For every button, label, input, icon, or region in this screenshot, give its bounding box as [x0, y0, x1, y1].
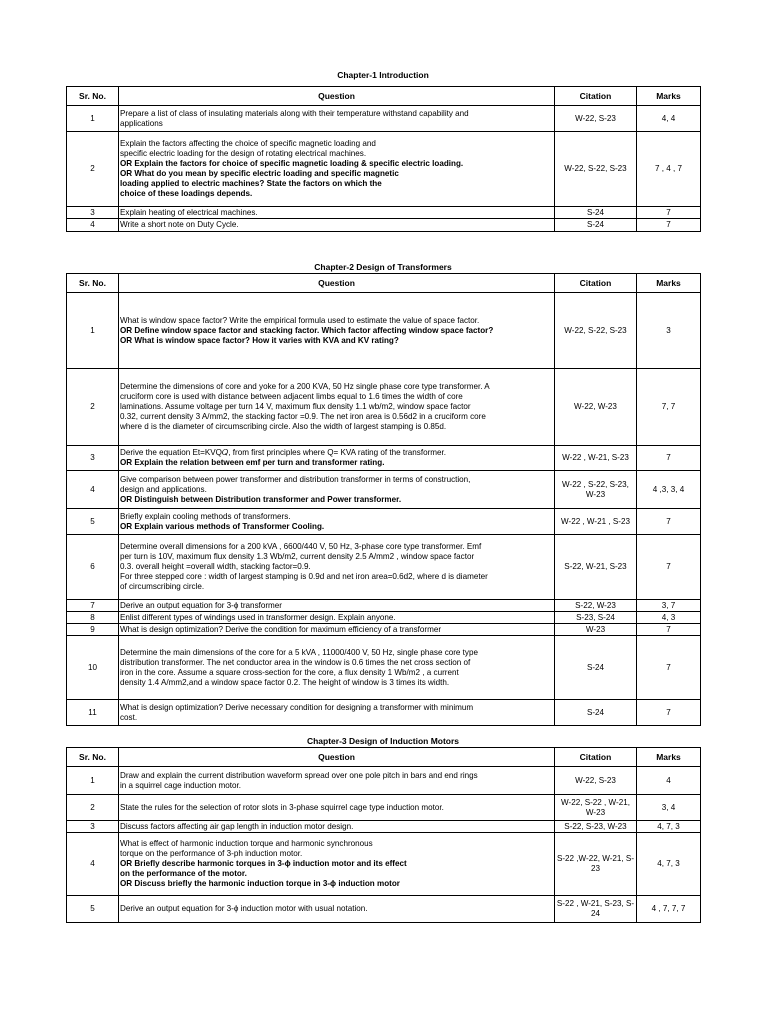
- citation-cell: W-22, W-23: [555, 369, 637, 446]
- question-line: choice of these loadings depends.: [120, 189, 253, 198]
- question-line: specific electric loading for the design of rotating electrical machines.: [120, 149, 367, 158]
- question-cell: [119, 896, 555, 923]
- sr-no-cell: 11: [67, 700, 119, 726]
- marks-cell: 3, 4: [637, 795, 701, 821]
- header-citation: Citation: [555, 87, 637, 106]
- header-citation: Citation: [555, 274, 637, 293]
- marks-cell: 7: [637, 446, 701, 471]
- marks-cell: 7: [637, 700, 701, 726]
- question-line: What is design optimization? Derive the condition for maximum efficiency of a transformer: [120, 624, 442, 634]
- question-line: What is window space factor? Write the empirical formula used to estimate the value of space factor.: [120, 315, 480, 325]
- sr-no-cell: 5: [67, 509, 119, 535]
- chapter-title: Chapter-1 Introduction: [337, 70, 429, 80]
- question-cell: [119, 767, 555, 795]
- question-line: Discuss factors affecting air gap length in induction motor design.: [120, 821, 354, 831]
- table-row: [67, 446, 701, 471]
- question-line: Determine the dimensions of core and yoke for a 200 KVA, 50 Hz single phase core type transformer. A: [120, 382, 490, 391]
- citation-cell: W-22, S-23: [555, 106, 637, 132]
- table-header-row: [67, 748, 701, 767]
- questions-table-chapter-2: [66, 273, 701, 726]
- marks-cell: 3, 7: [637, 600, 701, 612]
- question-line: What is design optimization? Derive necessary condition for designing a transformer with minimum: [120, 702, 474, 712]
- question-line: OR Explain the factors for choice of specific magnetic loading & specific electric loading.: [120, 159, 464, 168]
- table-row: [67, 471, 701, 509]
- question-line: per turn is 10V, maximum flux density 1.3 Wb/m2, current density 2.5 A/mm2 , window space factor: [120, 552, 475, 561]
- table-row: [67, 600, 701, 612]
- marks-cell: 7 , 4 , 7: [637, 132, 701, 207]
- question-cell: [119, 106, 555, 132]
- table-row: [67, 624, 701, 636]
- table-row: [67, 767, 701, 795]
- question-line: For three stepped core : width of largest stamping is 0.9d and net iron area=0.6d2, where d is diameter: [120, 572, 488, 581]
- header-citation: Citation: [555, 748, 637, 767]
- question-line: distribution transformer. The net conductor area in the window is 0.6 times the net cross section of: [120, 657, 471, 667]
- table-row: [67, 219, 701, 232]
- question-cell: [119, 833, 555, 896]
- question-line: OR Discuss briefly the harmonic induction torque in 3-ϕ induction motor: [120, 879, 400, 888]
- question-cell: [119, 600, 555, 612]
- sr-no-cell: 10: [67, 636, 119, 700]
- header-sr-no: Sr. No.: [67, 274, 119, 293]
- question-line: Derive the equation Et=KVQ𝑄, from first principles where Q= KVA rating of the transformer.: [120, 448, 447, 457]
- question-line: cost.: [120, 712, 138, 722]
- question-line: Explain heating of electrical machines.: [120, 207, 258, 217]
- sr-no-cell: 4: [67, 833, 119, 896]
- question-line: design and applications.: [120, 484, 207, 494]
- marks-cell: 4 ,3, 3, 4: [637, 471, 701, 509]
- question-line: OR Explain various methods of Transformer Cooling.: [120, 521, 325, 531]
- chapter-title: Chapter-3 Design of Induction Motors: [306, 736, 460, 746]
- question-cell: [119, 821, 555, 833]
- citation-cell: S-22, W-23: [555, 600, 637, 612]
- question-line: applications: [120, 118, 163, 128]
- citation-cell: W-22 , W-21, S-23: [555, 446, 637, 471]
- header-sr-no: Sr. No.: [67, 87, 119, 106]
- question-line: in a squirrel cage induction motor.: [120, 780, 242, 790]
- marks-cell: 4, 3: [637, 612, 701, 624]
- table-row: [67, 369, 701, 446]
- citation-cell: S-24: [555, 219, 637, 232]
- question-line: on the performance of the motor.: [120, 869, 247, 878]
- question-cell: [119, 795, 555, 821]
- citation-cell: S-22, S-23, W-23: [555, 821, 637, 833]
- table-row: [67, 821, 701, 833]
- question-cell: [119, 636, 555, 700]
- question-cell: [119, 700, 555, 726]
- question-line: State the rules for the selection of rotor slots in 3-phase squirrel cage type induction motor.: [120, 802, 444, 812]
- citation-cell: S-24: [555, 636, 637, 700]
- question-line: OR Briefly describe harmonic torques in 3-ϕ induction motor and its effect: [120, 859, 407, 868]
- marks-cell: 4: [637, 767, 701, 795]
- question-line: 0.32, current density 3 A/mm2, the stacking factor =0.9. The net iron area is 0.56d2 in a cruciform core: [120, 412, 486, 421]
- question-line: OR Define window space factor and stacking factor. Which factor affecting window space factor?: [120, 325, 494, 335]
- question-line: What is effect of harmonic induction torque and harmonic synchronous: [120, 839, 373, 848]
- marks-cell: 7, 7: [637, 369, 701, 446]
- question-line: Derive an output equation for 3-ϕ transformer: [120, 600, 282, 610]
- question-line: cruciform core is used with distance between adjacent limbs equal to 1.6 times the width of core: [120, 392, 463, 401]
- citation-cell: W-22 , S-22, S-23, W-23: [555, 471, 637, 509]
- question-line: 0.3. overall height =overall width, stacking factor=0.9.: [120, 562, 311, 571]
- marks-cell: 7: [637, 636, 701, 700]
- question-line: Determine overall dimensions for a 200 kVA , 6600/440 V, 50 Hz, 3-phase core type transformer. Emf: [120, 542, 482, 551]
- table-row: [67, 535, 701, 600]
- question-line: loading applied to electric machines? State the factors on which the: [120, 179, 382, 188]
- header-question: Question: [119, 274, 555, 293]
- sr-no-cell: 8: [67, 612, 119, 624]
- citation-cell: S-22 ,W-22, W-21, S-23: [555, 833, 637, 896]
- sr-no-cell: 5: [67, 896, 119, 923]
- chapter-title: Chapter-2 Design of Transformers: [314, 262, 452, 272]
- sr-no-cell: 2: [67, 795, 119, 821]
- question-cell: [119, 509, 555, 535]
- question-line: Prepare a list of class of insulating materials along with their temperature withstand capability and: [120, 108, 469, 118]
- question-cell: [119, 612, 555, 624]
- table-header-row: [67, 87, 701, 106]
- citation-cell: W-22, S-22, S-23: [555, 132, 637, 207]
- question-line: Derive an output equation for 3-ϕ induction motor with usual notation.: [120, 904, 368, 913]
- sr-no-cell: 2: [67, 369, 119, 446]
- question-line: Give comparison between power transformer and distribution transformer in terms of construction,: [120, 474, 471, 484]
- question-line: of circumscribing circle.: [120, 582, 205, 591]
- sr-no-cell: 1: [67, 767, 119, 795]
- marks-cell: 4, 4: [637, 106, 701, 132]
- question-cell: [119, 369, 555, 446]
- question-line: density 1.4 A/mm2,and a window space factor 0.2. The height of window is 3 times its width.: [120, 677, 450, 687]
- questions-table-chapter-1: [66, 86, 701, 232]
- citation-cell: S-23, S-24: [555, 612, 637, 624]
- sr-no-cell: 3: [67, 821, 119, 833]
- citation-cell: S-24: [555, 700, 637, 726]
- marks-cell: 7: [637, 624, 701, 636]
- question-line: Write a short note on Duty Cycle.: [120, 220, 239, 229]
- marks-cell: 3: [637, 293, 701, 369]
- sr-no-cell: 1: [67, 106, 119, 132]
- marks-cell: 7: [637, 535, 701, 600]
- question-cell: [119, 535, 555, 600]
- question-line: where d is the diameter of circumscribing circle. Also the width of largest stamping is 0.85d.: [120, 422, 447, 431]
- header-marks: Marks: [637, 87, 701, 106]
- question-cell: [119, 471, 555, 509]
- question-line: OR What is window space factor? How it varies with KVA and KV rating?: [120, 335, 399, 345]
- marks-cell: 4, 7, 3: [637, 821, 701, 833]
- question-cell: [119, 132, 555, 207]
- sr-no-cell: 6: [67, 535, 119, 600]
- question-line: torque on the performance of 3-ph induction motor.: [120, 849, 303, 858]
- question-cell: [119, 293, 555, 369]
- table-row: [67, 833, 701, 896]
- table-row: [67, 207, 701, 219]
- question-line: Briefly explain cooling methods of transformers.: [120, 511, 291, 521]
- question-line: Draw and explain the current distribution waveform spread over one pole pitch in bars and end rings: [120, 770, 478, 780]
- table-row: [67, 612, 701, 624]
- header-marks: Marks: [637, 274, 701, 293]
- table-row: [67, 795, 701, 821]
- sr-no-cell: 3: [67, 207, 119, 219]
- sr-no-cell: 9: [67, 624, 119, 636]
- table-row: [67, 700, 701, 726]
- questions-table-chapter-3: [66, 747, 701, 923]
- citation-cell: W-22, S-23: [555, 767, 637, 795]
- citation-cell: W-22, S-22, S-23: [555, 293, 637, 369]
- header-marks: Marks: [637, 748, 701, 767]
- citation-cell: W-22 , W-21 , S-23: [555, 509, 637, 535]
- sr-no-cell: 3: [67, 446, 119, 471]
- question-cell: [119, 624, 555, 636]
- header-sr-no: Sr. No.: [67, 748, 119, 767]
- sr-no-cell: 4: [67, 471, 119, 509]
- table-row: [67, 896, 701, 923]
- table-header-row: [67, 274, 701, 293]
- question-cell: [119, 446, 555, 471]
- question-line: OR Explain the relation between emf per turn and transformer rating.: [120, 458, 385, 467]
- question-line: laminations. Assume voltage per turn 14 V, maximum flux density 1.1 wb/m2, window space factor: [120, 402, 471, 411]
- marks-cell: 7: [637, 207, 701, 219]
- sr-no-cell: 7: [67, 600, 119, 612]
- sr-no-cell: 2: [67, 132, 119, 207]
- marks-cell: 7: [637, 509, 701, 535]
- header-question: Question: [119, 748, 555, 767]
- marks-cell: 7: [637, 219, 701, 232]
- marks-cell: 4 , 7, 7, 7: [637, 896, 701, 923]
- citation-cell: S-22, W-21, S-23: [555, 535, 637, 600]
- question-cell: [119, 219, 555, 232]
- table-row: [67, 636, 701, 700]
- question-line: iron in the core. Assume a square cross-section for the core, a flux density 1 Wb/m2 , a current: [120, 667, 459, 677]
- question-line: OR What do you mean by specific electric loading and specific magnetic: [120, 169, 399, 178]
- question-line: Determine the main dimensions of the core for a 5 kVA , 11000/400 V, 50 Hz, single phase core type: [120, 647, 478, 657]
- citation-cell: S-22 , W-21, S-23, S-24: [555, 896, 637, 923]
- question-line: Explain the factors affecting the choice of specific magnetic loading and: [120, 139, 376, 148]
- table-row: [67, 106, 701, 132]
- table-row: [67, 509, 701, 535]
- table-row: [67, 293, 701, 369]
- sr-no-cell: 1: [67, 293, 119, 369]
- question-line: Enlist different types of windings used in transformer design. Explain anyone.: [120, 612, 396, 622]
- marks-cell: 4, 7, 3: [637, 833, 701, 896]
- question-line: OR Distinguish between Distribution transformer and Power transformer.: [120, 494, 402, 504]
- header-question: Question: [119, 87, 555, 106]
- citation-cell: S-24: [555, 207, 637, 219]
- table-row: [67, 132, 701, 207]
- citation-cell: W-23: [555, 624, 637, 636]
- sr-no-cell: 4: [67, 219, 119, 232]
- citation-cell: W-22, S-22 , W-21, W-23: [555, 795, 637, 821]
- question-cell: [119, 207, 555, 219]
